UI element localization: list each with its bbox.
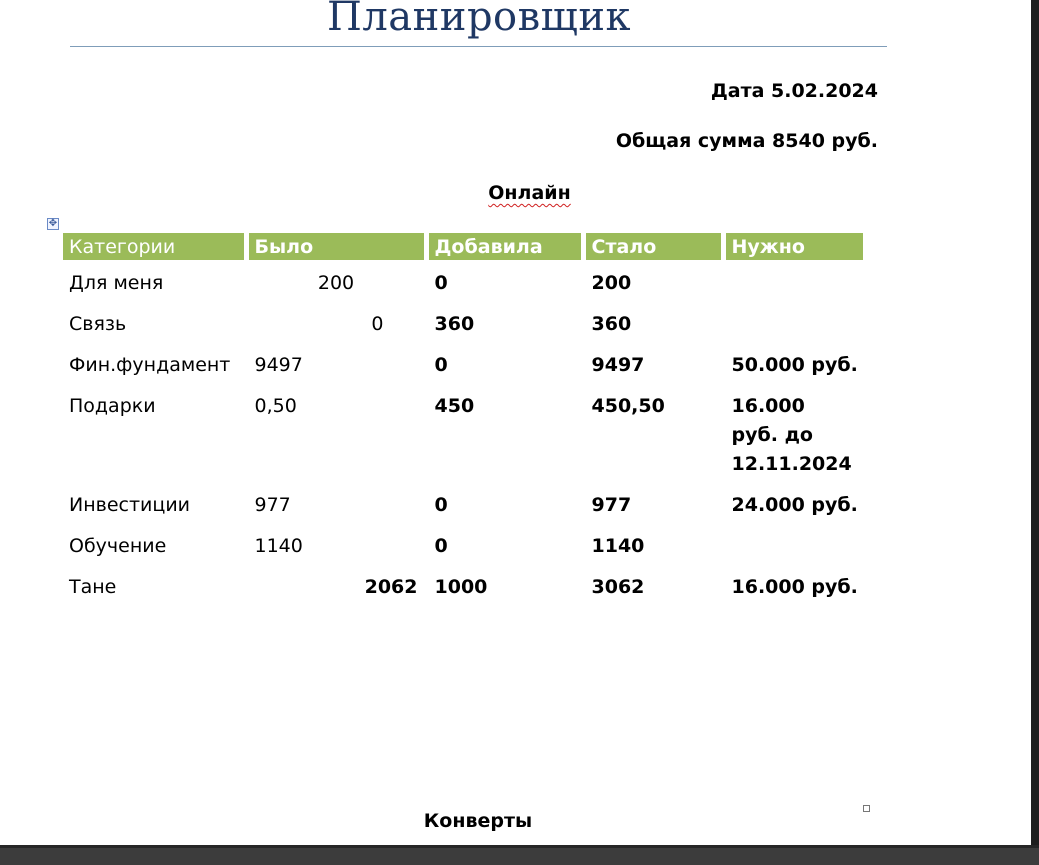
planner-table[interactable] xyxy=(63,233,868,794)
cell-category[interactable]: Обучение xyxy=(63,526,246,567)
empty-cell[interactable] xyxy=(63,751,246,792)
cell-added[interactable]: 0 xyxy=(426,345,583,386)
window-bottom-bar xyxy=(0,845,1039,865)
cell-added[interactable]: 1000 xyxy=(426,567,583,608)
cell-now[interactable]: 3062 xyxy=(583,567,723,608)
cell-category[interactable]: Для меня xyxy=(63,263,246,304)
cell-was[interactable]: 0 xyxy=(246,304,426,345)
empty-cell[interactable] xyxy=(723,683,865,717)
table-row-empty xyxy=(63,717,865,751)
document-title[interactable]: Планировщик xyxy=(326,0,631,40)
header-cell-added[interactable]: Добавила xyxy=(426,233,583,263)
footer-label-envelopes[interactable]: Конверты xyxy=(423,810,533,832)
empty-cell[interactable] xyxy=(426,683,583,717)
cell-need[interactable]: 24.000 руб. xyxy=(723,485,865,526)
header-cell-now[interactable]: Стало xyxy=(583,233,723,263)
cell-need[interactable]: 50.000 руб. xyxy=(723,345,865,386)
cell-category[interactable]: Тане xyxy=(63,567,246,608)
table-row xyxy=(63,304,865,345)
empty-cell[interactable] xyxy=(583,751,723,792)
total-sum-line[interactable]: Общая сумма 8540 руб. xyxy=(615,130,878,152)
cell-category[interactable]: Инвестиции xyxy=(63,485,246,526)
empty-cell[interactable] xyxy=(63,717,246,751)
empty-cell[interactable] xyxy=(246,649,426,683)
cell-category[interactable]: Подарки xyxy=(63,386,246,485)
empty-cell[interactable] xyxy=(583,717,723,751)
cell-now[interactable]: 977 xyxy=(583,485,723,526)
empty-cell[interactable] xyxy=(63,649,246,683)
table-row xyxy=(63,386,865,485)
cell-was[interactable]: 2062 xyxy=(246,567,426,608)
cell-now[interactable]: 200 xyxy=(583,263,723,304)
cell-now[interactable]: 360 xyxy=(583,304,723,345)
table-row xyxy=(63,263,865,304)
table-row xyxy=(63,345,865,386)
cell-need[interactable]: 16.000 руб. до 12.11.2024 xyxy=(723,386,865,485)
empty-cell[interactable] xyxy=(583,608,723,649)
cell-now[interactable]: 450,50 xyxy=(583,386,723,485)
cell-need[interactable]: 16.000 руб. xyxy=(723,567,865,608)
table-row xyxy=(63,526,865,567)
header-cell-category[interactable]: Категории xyxy=(63,233,246,263)
empty-cell[interactable] xyxy=(583,649,723,683)
table-row-empty xyxy=(63,608,865,649)
empty-cell[interactable] xyxy=(246,683,426,717)
cell-category[interactable]: Фин.фундамент xyxy=(63,345,246,386)
window-right-edge xyxy=(1031,0,1039,845)
empty-cell[interactable] xyxy=(723,717,865,751)
cell-was[interactable]: 977 xyxy=(246,485,426,526)
cell-was[interactable]: 1140 xyxy=(246,526,426,567)
empty-cell[interactable] xyxy=(583,683,723,717)
empty-cell[interactable] xyxy=(426,751,583,792)
table-row-empty xyxy=(63,649,865,683)
table-row xyxy=(63,485,865,526)
cell-added[interactable]: 450 xyxy=(426,386,583,485)
cell-was[interactable]: 9497 xyxy=(246,345,426,386)
move-cross-icon[interactable]: ✥ xyxy=(48,218,58,229)
empty-cell[interactable] xyxy=(426,717,583,751)
empty-cell[interactable] xyxy=(63,608,246,649)
date-line[interactable]: Дата 5.02.2024 xyxy=(710,80,878,102)
cell-now[interactable]: 1140 xyxy=(583,526,723,567)
table-header-row xyxy=(63,233,865,263)
empty-cell[interactable] xyxy=(246,717,426,751)
empty-cell[interactable] xyxy=(426,649,583,683)
empty-cell[interactable] xyxy=(246,608,426,649)
header-cell-need[interactable]: Нужно xyxy=(723,233,865,263)
cell-need[interactable] xyxy=(723,304,865,345)
empty-cell[interactable] xyxy=(63,683,246,717)
cell-was[interactable]: 0,50 xyxy=(246,386,426,485)
empty-cell[interactable] xyxy=(723,649,865,683)
empty-cell[interactable] xyxy=(723,608,865,649)
table-row-empty xyxy=(63,751,865,792)
table-row-empty xyxy=(63,683,865,717)
empty-cell[interactable] xyxy=(246,751,426,792)
cell-added[interactable]: 0 xyxy=(426,263,583,304)
empty-cell[interactable] xyxy=(723,751,865,792)
section-label-online[interactable]: Онлайн xyxy=(488,182,571,204)
cell-category[interactable]: Связь xyxy=(63,304,246,345)
cell-was[interactable]: 200 xyxy=(246,263,426,304)
cell-now[interactable]: 9497 xyxy=(583,345,723,386)
empty-cell[interactable] xyxy=(426,608,583,649)
cell-need[interactable] xyxy=(723,263,865,304)
header-cell-was[interactable]: Было xyxy=(246,233,426,263)
table-row xyxy=(63,567,865,608)
cell-added[interactable]: 0 xyxy=(426,485,583,526)
cell-added[interactable]: 360 xyxy=(426,304,583,345)
cell-need[interactable] xyxy=(723,526,865,567)
cell-added[interactable]: 0 xyxy=(426,526,583,567)
title-underline xyxy=(70,46,887,47)
